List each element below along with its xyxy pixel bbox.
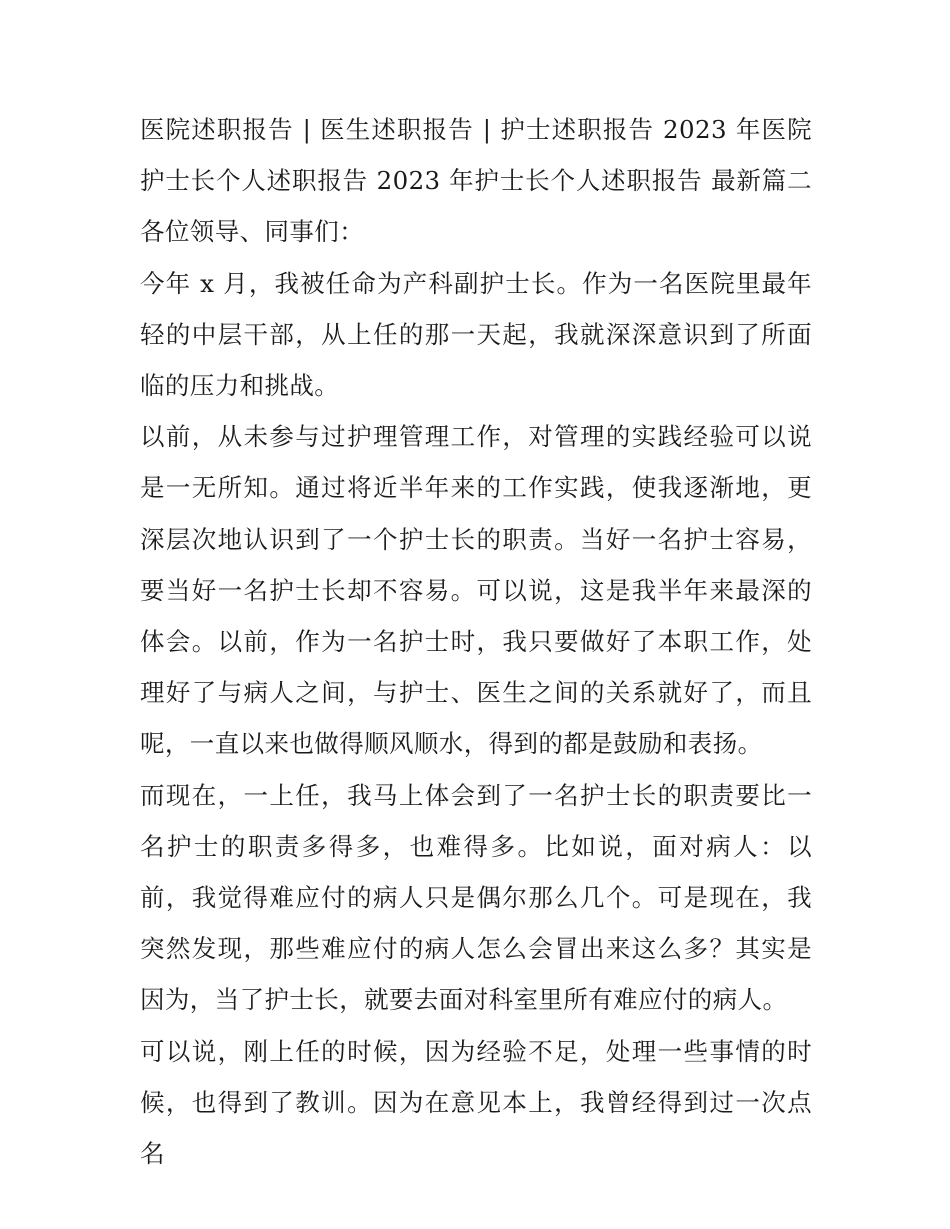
paragraph-appointment: 今年 x 月，我被任命为产科副护士长。作为一名医院里最年轻的中层干部，从上任的那一天起，我就深深意识到了所面临的压力和挑战。 (140, 268, 812, 401)
paragraph-lesson: 可以说，刚上任的时候，因为经验不足，处理一些事情的时候，也得到了教训。因为在意见本上，我曾经得到过一次点名 (140, 1036, 812, 1169)
paragraph-responsibility: 而现在，一上任，我马上体会到了一名护士长的职责要比一名护士的职责多得多，也难得多。比如说，面对病人：以前，我觉得难应付的病人只是偶尔那么几个。可是现在，我突然发现，那些难应付的病人怎么会冒出来这么多？其实是因为，当了护士长，就要去面对科室里所有难应付的病人。 (140, 780, 812, 1015)
document-body (140, 104, 812, 1179)
paragraph-intro: 医院述职报告 | 医生述职报告 | 护士述职报告 2023 年医院护士长个人述职报告 2023 年护士长个人述职报告 最新篇二 各位领导、同事们： (140, 115, 812, 247)
paragraph-experience: 以前，从未参与过护理管理工作，对管理的实践经验可以说是一无所知。通过将近半年来的工作实践，使我逐渐地，更深层次地认识到了一个护士长的职责。当好一名护士容易，要当好一名护士长却不容易。可以说，这是我半年来最深的体会。以前，作为一名护士时，我只要做好了本职工作，处理好了与病人之间，与护士、医生之间的关系就好了，而且呢，一直以来也做得顺风顺水，得到的都是鼓励和表扬。 (140, 422, 812, 759)
